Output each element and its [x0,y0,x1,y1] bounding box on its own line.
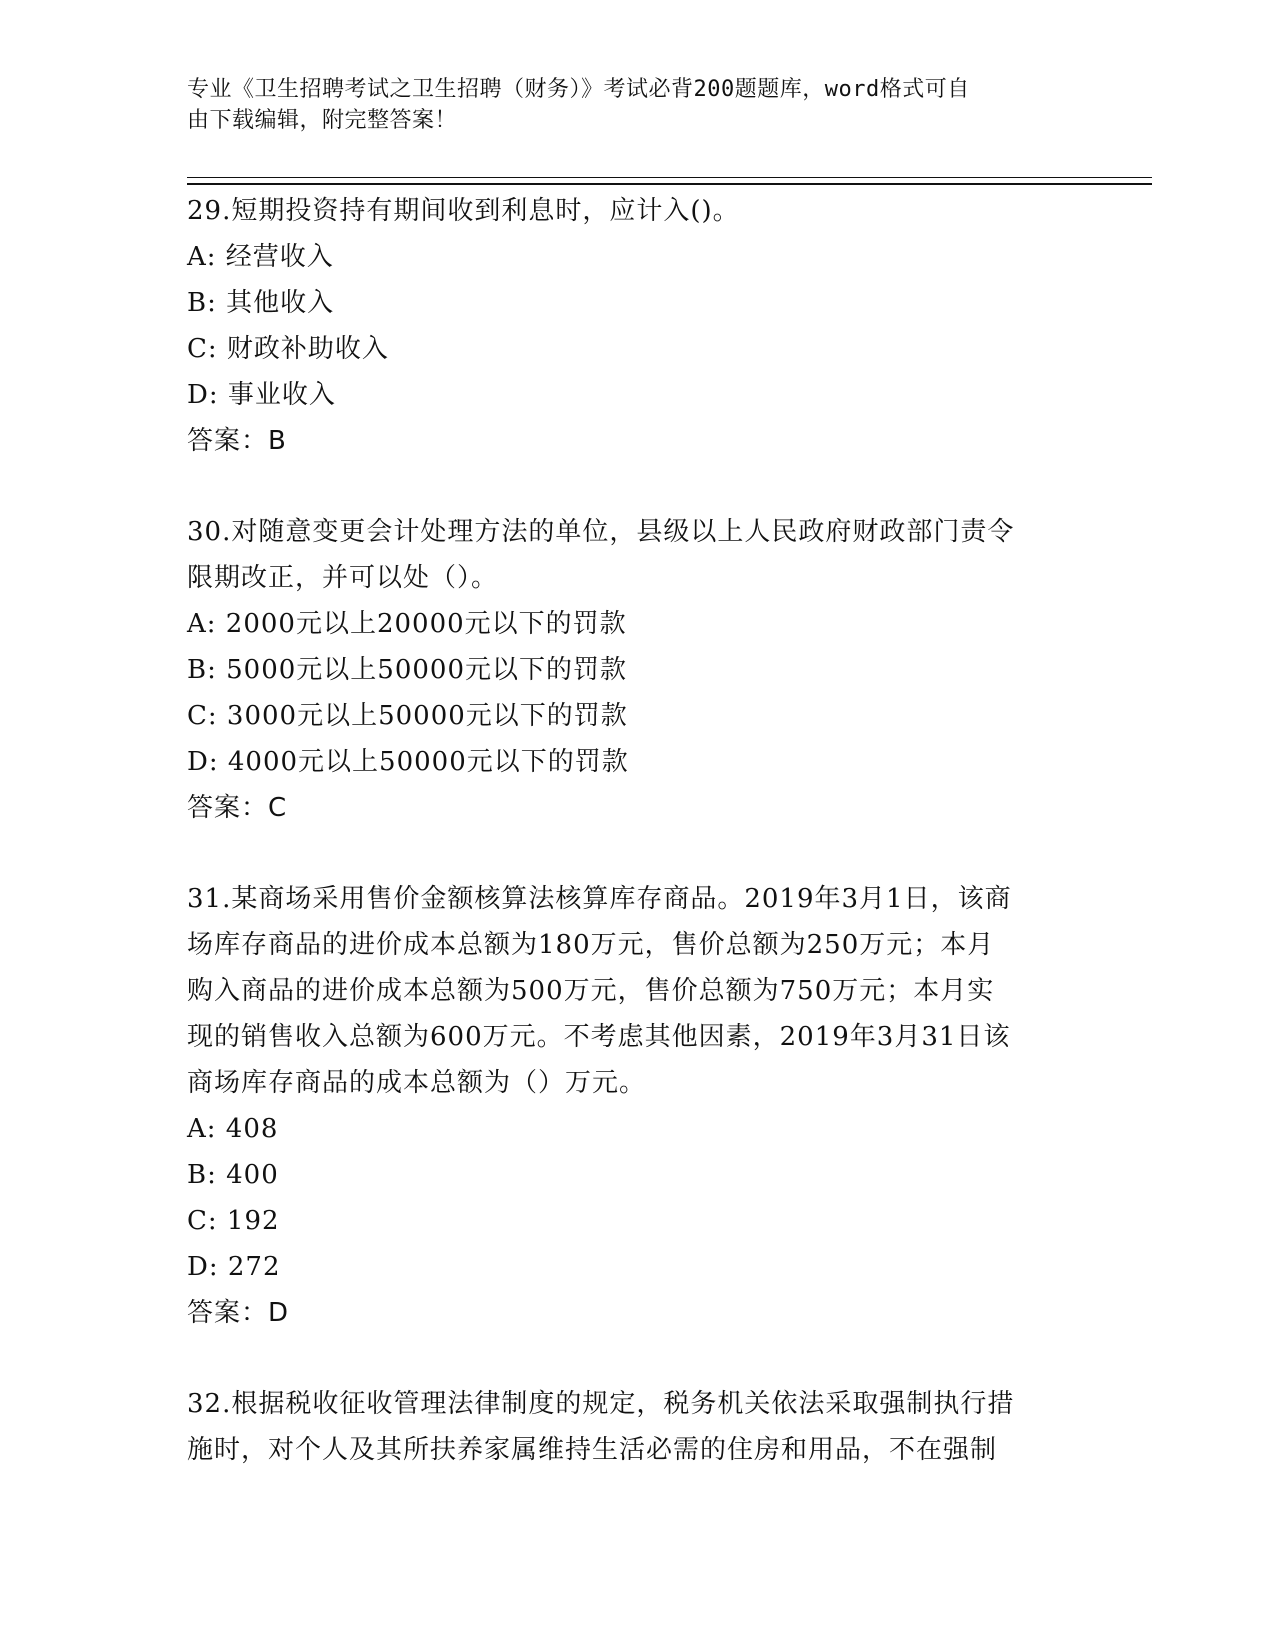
question-stem: 购入商品的进价成本总额为500万元，售价总额为750万元；本月实 [187,976,995,1006]
question-stem: 29.短期投资持有期间收到利息时，应计入()。 [187,196,740,226]
header-divider-thick [187,183,1152,185]
answer-label: 答案：C [187,793,288,823]
question-30 [187,509,1087,831]
document-header [187,74,1067,136]
option-a: A: 经营收入 [187,242,334,272]
option-d: D: 4000元以上50000元以下的罚款 [187,747,629,777]
header-divider-thin [187,177,1152,178]
answer-label: 答案：B [187,426,287,456]
header-line-1: 专业《卫生招聘考试之卫生招聘（财务）》考试必背200题题库，word格式可自 [187,77,970,102]
option-b: B: 400 [187,1160,279,1190]
question-list [187,188,1087,1473]
question-spacer [187,464,1087,509]
question-spacer [187,831,1087,876]
question-stem: 32.根据税收征收管理法律制度的规定，税务机关依法采取强制执行措 [187,1389,1015,1419]
question-32 [187,1381,1087,1473]
question-29 [187,188,1087,464]
option-d: D: 272 [187,1252,281,1282]
question-stem: 31.某商场采用售价金额核算法核算库存商品。2019年3月1日，该商 [187,884,1012,914]
answer-label: 答案：D [187,1298,290,1328]
question-stem: 施时，对个人及其所扶养家属维持生活必需的住房和用品，不在强制 [187,1435,998,1465]
option-c: C: 192 [187,1206,280,1236]
question-stem: 限期改正，并可以处（）。 [187,563,499,593]
question-31 [187,876,1087,1336]
option-b: B: 其他收入 [187,288,335,318]
option-c: C: 财政补助收入 [187,334,389,364]
option-a: A: 408 [187,1114,279,1144]
question-stem: 现的销售收入总额为600万元。不考虑其他因素，2019年3月31日该 [187,1022,1011,1052]
question-stem: 场库存商品的进价成本总额为180万元，售价总额为250万元；本月 [187,930,995,960]
question-stem: 30.对随意变更会计处理方法的单位，县级以上人民政府财政部门责令 [187,517,1015,547]
option-b: B: 5000元以上50000元以下的罚款 [187,655,628,685]
option-c: C: 3000元以上50000元以下的罚款 [187,701,628,731]
option-d: D: 事业收入 [187,380,336,410]
question-spacer [187,1336,1087,1381]
header-line-2: 由下载编辑，附完整答案！ [187,108,458,133]
option-a: A: 2000元以上20000元以下的罚款 [187,609,627,639]
question-stem: 商场库存商品的成本总额为（）万元。 [187,1068,647,1098]
